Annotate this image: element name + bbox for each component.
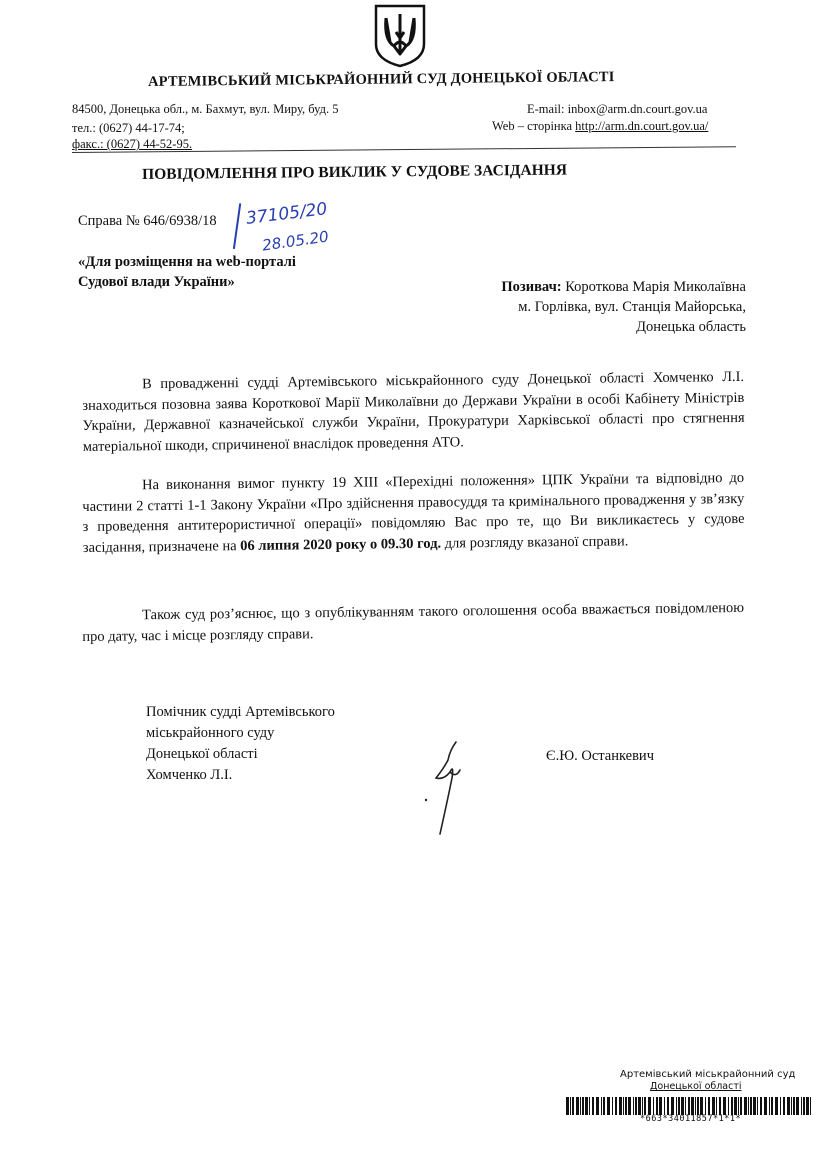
signatory-line-3: Донецької області bbox=[146, 746, 258, 762]
barcode-text: *663*34011857*1*1* bbox=[640, 1114, 742, 1124]
signatory-line-2: міськрайонного суду bbox=[146, 725, 275, 741]
court-address: 84500, Донецька обл., м. Бахмут, вул. Миру, буд. 5 bbox=[72, 102, 339, 116]
plaintiff-label: Позивач: bbox=[501, 279, 562, 295]
summons-text: На виконання вимог пункту 19 ХІІІ «Перехідні положення» ЦПК України та відповідно до частини 2 статті 1-1 Закону України «Про здійснення правосуддя та кримінального провадження у зв’язку з проведення антитерористичної операції» повідомляю Вас про те, що Ви викликаєтесь у судове засідання, призначене на bbox=[82, 469, 745, 556]
plaintiff-block bbox=[436, 277, 746, 337]
plaintiff-name: Короткова Марія Миколаївна bbox=[561, 279, 746, 295]
case-number: Справа № 646/6938/18 bbox=[78, 213, 217, 229]
website-link[interactable]: http://arm.dn.court.gov.ua/ bbox=[575, 119, 709, 133]
court-fax: факс.: (0627) 44-52-95. bbox=[72, 137, 193, 151]
signatory-line-4: Хомченко Л.І. bbox=[146, 767, 233, 783]
handwritten-signature bbox=[420, 738, 480, 840]
registry-stamp-region: Донецької області bbox=[650, 1081, 742, 1092]
handwritten-reg-number: 37105/20 bbox=[245, 199, 329, 229]
paragraph-explanation: Також суд роз’яснює, що з опублікуванням такого оголошення особа вважається повідомленою про дату, час і місце розгляду справи. bbox=[82, 599, 745, 645]
placement-note bbox=[78, 252, 296, 292]
summons-text-end: для розгляду вказаної справи. bbox=[441, 532, 629, 552]
paragraph-case-info: В провадженні судді Артемівського міськрайонного суду Донецької області Хомченко Л.І. знаходиться позовна заява Короткової Марії Миколаївни до Держави України в особі Кабінету Міністрів України, Державної казначейської служби України, Прокуратури Харківської області про стягнення матеріальної шкоди, спричиненої внаслідок проведення АТО. bbox=[82, 368, 745, 455]
barcode bbox=[566, 1097, 814, 1115]
website-label: Web – сторінка bbox=[492, 119, 576, 133]
plaintiff-address-1: м. Горлівка, вул. Станція Майорська, bbox=[518, 299, 746, 315]
court-email: E-mail: inbox@arm.dn.court.gov.ua bbox=[527, 102, 708, 116]
hearing-date: 06 липня 2020 року о 09.30 год. bbox=[240, 535, 442, 554]
signatory-line-1: Помічник судді Артемівського bbox=[146, 704, 335, 720]
plaintiff-address-2: Донецька область bbox=[636, 319, 746, 335]
signatory-block bbox=[146, 702, 335, 786]
document-title: ПОВІДОМЛЕННЯ ПРО ВИКЛИК У СУДОВЕ ЗАСІДАННЯ bbox=[142, 161, 568, 183]
registry-stamp-court: Артемівський міськрайонний суд bbox=[620, 1069, 796, 1080]
plaintiff-name-line bbox=[436, 277, 746, 297]
placement-line-1: «Для розміщення на web-порталі bbox=[78, 254, 296, 270]
trident-emblem-icon bbox=[372, 4, 428, 68]
placement-line-2: Судової влади України» bbox=[78, 274, 235, 290]
paragraph-summons bbox=[82, 468, 745, 558]
court-website bbox=[492, 119, 708, 134]
court-phone: тел.: (0627) 44-17-74; bbox=[72, 121, 185, 135]
court-name: АРТЕМІВСЬКИЙ МІСЬКРАЙОННИЙ СУД ДОНЕЦЬКОЇ ОБЛАСТІ bbox=[148, 69, 615, 90]
handwritten-date: 28.05.20 bbox=[261, 227, 330, 255]
signer-name: Є.Ю. Останкевич bbox=[546, 748, 654, 764]
